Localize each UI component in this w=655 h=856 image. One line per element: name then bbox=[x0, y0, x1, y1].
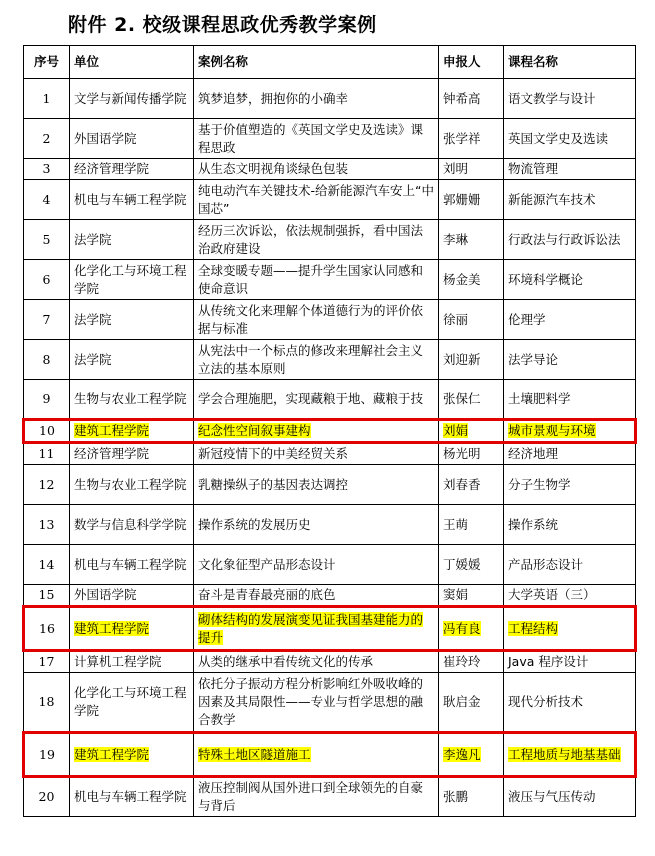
cell-case-text: 砌体结构的发展演变见证我国基建能力的提升 bbox=[198, 611, 424, 645]
cell-course bbox=[504, 159, 636, 180]
table-row bbox=[24, 119, 636, 159]
cell-course-text: 大学英语（三） bbox=[508, 587, 596, 602]
cell-case-text: 纯电动汽车关键技术-给新能源汽车安上“中国芯” bbox=[198, 182, 434, 216]
cell-case bbox=[194, 380, 439, 420]
cell-person bbox=[439, 505, 504, 545]
cell-person bbox=[439, 300, 504, 340]
cell-course-text: 分子生物学 bbox=[508, 476, 571, 492]
cell-case bbox=[194, 505, 439, 545]
cell-case-text: 全球变暖专题——提升学生国家认同感和使命意识 bbox=[198, 262, 424, 296]
cell-case-text: 文化象征型产品形态设计 bbox=[198, 556, 336, 572]
cell-no-text: 7 bbox=[42, 311, 51, 327]
cell-case bbox=[194, 465, 439, 505]
cell-course bbox=[504, 443, 636, 465]
cell-person-text: 张鹏 bbox=[443, 789, 469, 804]
cell-case bbox=[194, 119, 439, 159]
cell-no-text: 16 bbox=[39, 620, 55, 636]
cell-course-text: 环境科学概论 bbox=[508, 271, 584, 287]
cell-person bbox=[439, 673, 504, 733]
cell-course-text: 行政法与行政诉讼法 bbox=[508, 231, 621, 247]
cell-case bbox=[194, 545, 439, 585]
cell-no-text: 12 bbox=[38, 476, 55, 492]
cell-no bbox=[24, 651, 70, 673]
table-row bbox=[24, 260, 636, 300]
cell-person-text: 窦娟 bbox=[443, 587, 469, 602]
cell-person bbox=[439, 465, 504, 505]
cell-course bbox=[504, 585, 636, 607]
cell-course bbox=[504, 777, 636, 817]
cell-person-text: 杨金美 bbox=[443, 271, 481, 287]
cell-no bbox=[24, 180, 70, 220]
cell-unit bbox=[70, 159, 194, 180]
cell-course-text: 工程结构 bbox=[508, 620, 559, 636]
cell-case bbox=[194, 777, 439, 817]
cell-no-text: 6 bbox=[42, 271, 51, 287]
table-row bbox=[24, 159, 636, 180]
table-body bbox=[24, 79, 636, 817]
cell-person-text: 崔玲玲 bbox=[443, 654, 481, 669]
cell-course bbox=[504, 260, 636, 300]
cell-no bbox=[24, 420, 70, 443]
table-header-row bbox=[24, 46, 636, 79]
header-unit: 单位 bbox=[70, 46, 194, 79]
cell-course-text: 产品形态设计 bbox=[508, 556, 584, 572]
cell-unit bbox=[70, 260, 194, 300]
cell-no-text: 3 bbox=[42, 161, 51, 176]
cell-no bbox=[24, 585, 70, 607]
cell-person bbox=[439, 220, 504, 260]
cell-no-text: 13 bbox=[38, 516, 55, 532]
cell-case-text: 特殊土地区隧道施工 bbox=[198, 746, 311, 762]
table-row-highlighted bbox=[24, 733, 636, 777]
cell-person-text: 刘明 bbox=[443, 161, 469, 176]
cell-unit bbox=[70, 420, 194, 443]
cell-unit bbox=[70, 119, 194, 159]
cell-case bbox=[194, 340, 439, 380]
table-row bbox=[24, 443, 636, 465]
cell-case bbox=[194, 260, 439, 300]
cell-person-text: 李逸凡 bbox=[443, 746, 481, 762]
cell-person-text: 郭姗姗 bbox=[443, 191, 481, 207]
cell-case bbox=[194, 585, 439, 607]
cell-no-text: 15 bbox=[38, 587, 55, 602]
cell-unit-text: 法学院 bbox=[74, 351, 112, 367]
cell-course bbox=[504, 545, 636, 585]
cell-person bbox=[439, 733, 504, 777]
cell-person-text: 李琳 bbox=[443, 231, 469, 247]
cell-no bbox=[24, 465, 70, 505]
cell-person-text: 杨光明 bbox=[443, 446, 481, 461]
cell-case bbox=[194, 673, 439, 733]
cell-case bbox=[194, 79, 439, 119]
cell-person-text: 徐丽 bbox=[443, 311, 469, 327]
cell-course bbox=[504, 673, 636, 733]
cell-case-text: 新冠疫情下的中美经贸关系 bbox=[198, 446, 349, 461]
cell-unit bbox=[70, 465, 194, 505]
cell-case-text: 奋斗是青春最亮丽的底色 bbox=[198, 587, 336, 602]
cell-unit bbox=[70, 673, 194, 733]
table-row bbox=[24, 300, 636, 340]
table-row-highlighted bbox=[24, 607, 636, 651]
cell-person-text: 张保仁 bbox=[443, 391, 481, 406]
table-row bbox=[24, 79, 636, 119]
cell-no-text: 8 bbox=[42, 351, 51, 367]
cell-case-text: 经历三次诉讼，依法规制强拆，看中国法治政府建设 bbox=[198, 222, 424, 256]
cell-unit bbox=[70, 443, 194, 465]
cell-course-text: Java 程序设计 bbox=[508, 654, 589, 669]
cell-course-text: 英国文学史及选读 bbox=[508, 130, 609, 146]
cell-person bbox=[439, 607, 504, 651]
case-table bbox=[22, 45, 637, 817]
cell-case bbox=[194, 607, 439, 651]
cell-no bbox=[24, 340, 70, 380]
cell-person bbox=[439, 651, 504, 673]
cell-unit-text: 化学化工与环境工程学院 bbox=[74, 685, 187, 718]
cell-course bbox=[504, 420, 636, 443]
cell-case-text: 基于价值塑造的《英国文学史及选读》课程思政 bbox=[198, 121, 424, 155]
cell-person-text: 冯有良 bbox=[443, 620, 481, 636]
cell-unit-text: 机电与车辆工程学院 bbox=[74, 191, 187, 207]
table-row bbox=[24, 585, 636, 607]
cell-course-text: 新能源汽车技术 bbox=[508, 191, 596, 207]
cell-person bbox=[439, 443, 504, 465]
cell-unit-text: 外国语学院 bbox=[74, 130, 137, 146]
cell-person-text: 丁媛媛 bbox=[443, 556, 481, 572]
cell-unit-text: 建筑工程学院 bbox=[74, 423, 150, 438]
cell-no bbox=[24, 220, 70, 260]
cell-no-text: 20 bbox=[38, 789, 55, 804]
cell-unit-text: 经济管理学院 bbox=[74, 446, 150, 461]
cell-no-text: 18 bbox=[38, 694, 55, 709]
cell-no-text: 10 bbox=[39, 423, 55, 438]
cell-person-text: 刘春香 bbox=[443, 476, 481, 492]
cell-person-text: 钟希高 bbox=[443, 90, 481, 106]
cell-person-text: 耿启金 bbox=[443, 694, 481, 709]
cell-course-text: 经济地理 bbox=[508, 446, 559, 461]
cell-person bbox=[439, 777, 504, 817]
cell-course bbox=[504, 340, 636, 380]
cell-case-text: 学会合理施肥，实现藏粮于地、藏粮于技 bbox=[198, 391, 424, 406]
cell-no bbox=[24, 673, 70, 733]
cell-person bbox=[439, 420, 504, 443]
table-row bbox=[24, 340, 636, 380]
cell-unit bbox=[70, 505, 194, 545]
cell-person bbox=[439, 119, 504, 159]
cell-no bbox=[24, 607, 70, 651]
cell-unit-text: 建筑工程学院 bbox=[74, 620, 150, 636]
table-row bbox=[24, 651, 636, 673]
cell-unit-text: 化学化工与环境工程学院 bbox=[74, 262, 187, 296]
cell-case-text: 筑梦追梦，拥抱你的小确幸 bbox=[198, 90, 349, 106]
cell-unit-text: 生物与农业工程学院 bbox=[74, 391, 187, 406]
cell-person bbox=[439, 340, 504, 380]
cell-no bbox=[24, 380, 70, 420]
cell-course-text: 物流管理 bbox=[508, 161, 559, 176]
cell-person bbox=[439, 159, 504, 180]
cell-no-text: 9 bbox=[42, 391, 51, 406]
cell-no-text: 19 bbox=[39, 746, 55, 762]
cell-unit bbox=[70, 777, 194, 817]
cell-person bbox=[439, 585, 504, 607]
cell-unit-text: 计算机工程学院 bbox=[74, 654, 162, 669]
cell-no-text: 14 bbox=[38, 556, 55, 572]
cell-unit bbox=[70, 545, 194, 585]
cell-case-text: 纪念性空间叙事建构 bbox=[198, 423, 311, 438]
header-course: 课程名称 bbox=[504, 46, 636, 79]
header-no: 序号 bbox=[24, 46, 70, 79]
cell-unit-text: 经济管理学院 bbox=[74, 161, 150, 176]
cell-person bbox=[439, 380, 504, 420]
cell-unit-text: 文学与新闻传播学院 bbox=[74, 90, 187, 106]
cell-case bbox=[194, 180, 439, 220]
cell-course bbox=[504, 505, 636, 545]
table-row-highlighted bbox=[24, 420, 636, 443]
cell-no bbox=[24, 505, 70, 545]
cell-course bbox=[504, 465, 636, 505]
cell-course bbox=[504, 300, 636, 340]
cell-course-text: 液压与气压传动 bbox=[508, 789, 596, 804]
table-row bbox=[24, 505, 636, 545]
cell-course-text: 法学导论 bbox=[508, 351, 559, 367]
cell-unit-text: 外国语学院 bbox=[74, 587, 137, 602]
cell-case-text: 液压控制阀从国外进口到全球领先的自豪与背后 bbox=[198, 780, 424, 813]
cell-course-text: 操作系统 bbox=[508, 516, 559, 532]
cell-course bbox=[504, 119, 636, 159]
cell-case-text: 依托分子振动方程分析影响红外吸收峰的因素及其局限性——专业与哲学思想的融合教学 bbox=[198, 676, 424, 727]
cell-no bbox=[24, 159, 70, 180]
cell-person bbox=[439, 545, 504, 585]
cell-course bbox=[504, 380, 636, 420]
cell-course-text: 土壤肥料学 bbox=[508, 391, 571, 406]
cell-person-text: 刘迎新 bbox=[443, 351, 481, 367]
cell-case-text: 从传统文化来理解个体道德行为的评价依据与标准 bbox=[198, 302, 424, 336]
table-row bbox=[24, 673, 636, 733]
cell-person-text: 刘娟 bbox=[443, 423, 469, 438]
cell-case bbox=[194, 420, 439, 443]
cell-case-text: 从宪法中一个标点的修改来理解社会主义立法的基本原则 bbox=[198, 342, 424, 376]
cell-person bbox=[439, 79, 504, 119]
cell-unit bbox=[70, 79, 194, 119]
header-case: 案例名称 bbox=[194, 46, 439, 79]
cell-no bbox=[24, 300, 70, 340]
header-person: 申报人 bbox=[439, 46, 504, 79]
cell-no-text: 4 bbox=[42, 191, 51, 207]
cell-unit-text: 机电与车辆工程学院 bbox=[74, 556, 187, 572]
cell-no-text: 17 bbox=[38, 654, 55, 669]
cell-case bbox=[194, 159, 439, 180]
cell-course bbox=[504, 79, 636, 119]
cell-no bbox=[24, 443, 70, 465]
cell-unit bbox=[70, 220, 194, 260]
cell-unit bbox=[70, 585, 194, 607]
cell-person bbox=[439, 180, 504, 220]
table-row bbox=[24, 380, 636, 420]
cell-unit bbox=[70, 651, 194, 673]
cell-course bbox=[504, 220, 636, 260]
cell-unit-text: 法学院 bbox=[74, 311, 112, 327]
cell-course bbox=[504, 651, 636, 673]
cell-course bbox=[504, 607, 636, 651]
table-row bbox=[24, 220, 636, 260]
cell-unit bbox=[70, 300, 194, 340]
cell-course bbox=[504, 733, 636, 777]
cell-no bbox=[24, 119, 70, 159]
table-row bbox=[24, 545, 636, 585]
cell-unit-text: 机电与车辆工程学院 bbox=[74, 789, 187, 804]
cell-unit bbox=[70, 733, 194, 777]
table-row bbox=[24, 465, 636, 505]
cell-case-text: 乳糖操纵子的基因表达调控 bbox=[198, 476, 349, 492]
cell-course-text: 语文教学与设计 bbox=[508, 90, 596, 106]
cell-course-text: 伦理学 bbox=[508, 311, 546, 327]
cell-person-text: 王萌 bbox=[443, 516, 469, 532]
cell-case bbox=[194, 300, 439, 340]
cell-person-text: 张学祥 bbox=[443, 130, 481, 146]
cell-no bbox=[24, 733, 70, 777]
cell-unit bbox=[70, 607, 194, 651]
cell-no-text: 1 bbox=[42, 90, 51, 106]
cell-case bbox=[194, 651, 439, 673]
cell-course-text: 城市景观与环境 bbox=[508, 423, 596, 438]
cell-case bbox=[194, 733, 439, 777]
cell-no-text: 11 bbox=[38, 446, 55, 461]
cell-case bbox=[194, 220, 439, 260]
cell-case-text: 从类的继承中看传统文化的传承 bbox=[198, 654, 374, 669]
cell-course-text: 现代分析技术 bbox=[508, 694, 584, 709]
cell-unit bbox=[70, 380, 194, 420]
cell-unit-text: 数学与信息科学学院 bbox=[74, 516, 187, 532]
cell-no bbox=[24, 79, 70, 119]
table-row bbox=[24, 777, 636, 817]
cell-case bbox=[194, 443, 439, 465]
cell-case-text: 操作系统的发展历史 bbox=[198, 516, 311, 532]
cell-case-text: 从生态文明视角谈绿色包装 bbox=[198, 161, 349, 176]
table-row bbox=[24, 180, 636, 220]
cell-course-text: 工程地质与地基基础 bbox=[508, 746, 621, 762]
cell-no bbox=[24, 777, 70, 817]
cell-unit bbox=[70, 180, 194, 220]
cell-unit-text: 建筑工程学院 bbox=[74, 746, 150, 762]
cell-unit bbox=[70, 340, 194, 380]
cell-unit-text: 法学院 bbox=[74, 231, 112, 247]
cell-no-text: 2 bbox=[42, 130, 51, 146]
page-title: 附件 2. 校级课程思政优秀教学案例 bbox=[68, 14, 377, 36]
cell-course bbox=[504, 180, 636, 220]
cell-no bbox=[24, 260, 70, 300]
cell-person bbox=[439, 260, 504, 300]
cell-no bbox=[24, 545, 70, 585]
cell-no-text: 5 bbox=[42, 231, 51, 247]
cell-unit-text: 生物与农业工程学院 bbox=[74, 476, 187, 492]
